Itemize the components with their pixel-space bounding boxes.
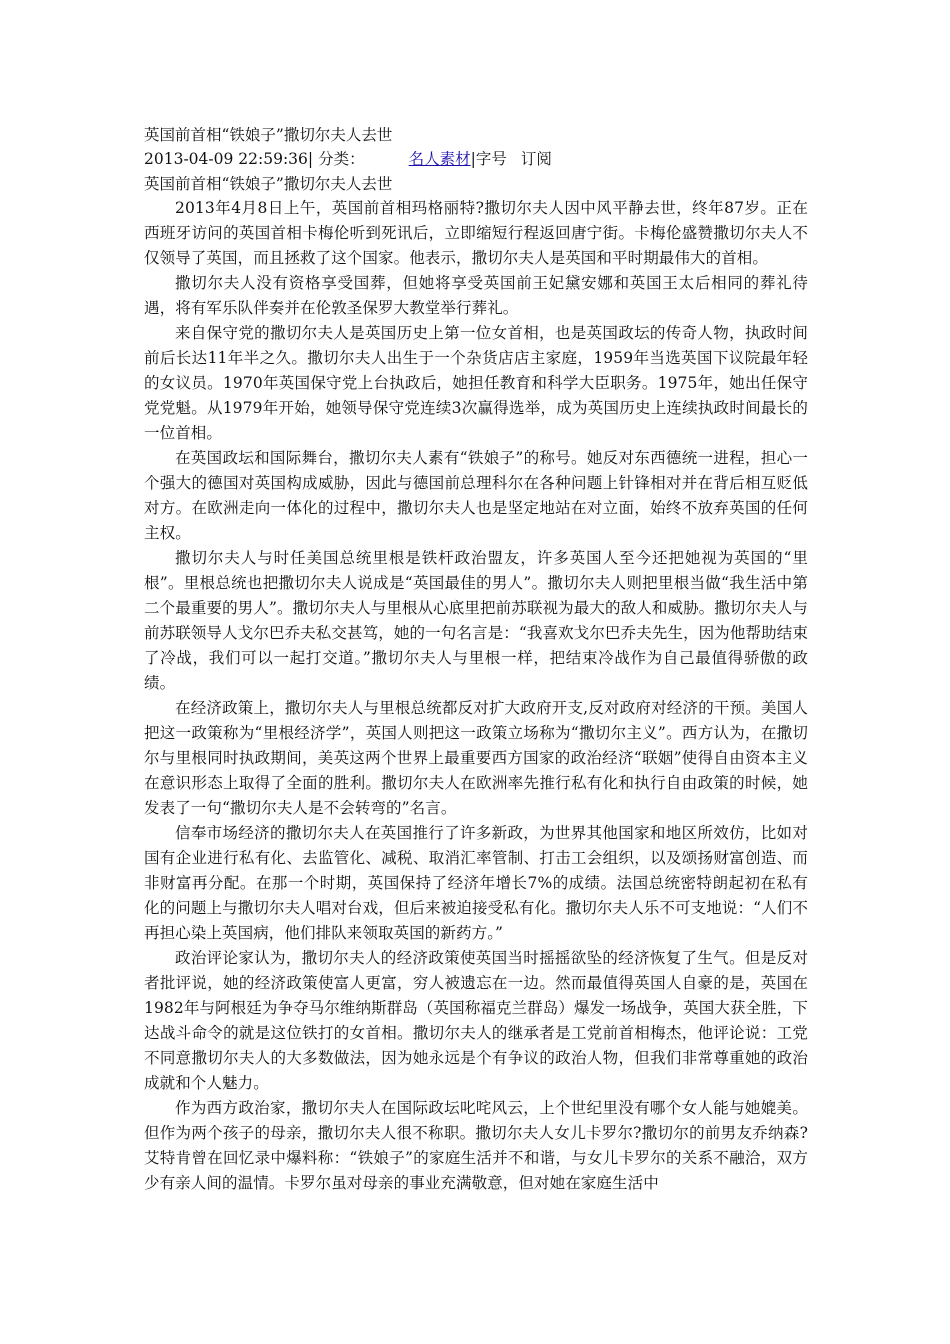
paragraph-4: 在英国政坛和国际舞台，撒切尔夫人素有“铁娘子”的称号。她反对东西德统一进程，担心一个强大的德国对英国构成威胁，因此与德国前总理科尔在各种问题上针锋相对并在背后相互贬低对方。在欧洲走向一体化的过程中，撒切尔夫人也是坚定地站在对立面，始终不放弃英国的任何主权。 — [144, 449, 808, 543]
paragraph-2: 撒切尔夫人没有资格享受国葬，但她将享受英国前王妃黛安娜和英国王太后相同的葬礼待遇，将有军乐队伴奏并在伦敦圣保罗大教堂举行葬礼。 — [144, 274, 808, 318]
paragraph-7: 信奉市场经济的撒切尔夫人在英国推行了许多新政，为世界其他国家和地区所效仿，比如对国有企业进行私有化、去监管化、减税、取消汇率管制、打击工会组织，以及颂扬财富创造、而非财富再分配。在那一个时期，英国保持了经济年增长7%的成绩。法国总统密特朗起初在私有化的问题上与撒切尔夫人唱对台戏，但后来被迫接受私有化。撒切尔夫人乐不可支地说：“人们不再担心染上英国病，他们排队来领取英国的新药方。” — [144, 824, 808, 943]
post-datetime: 2013-04-09 22:59:36| — [144, 150, 314, 169]
paragraph-5: 撒切尔夫人与时任美国总统里根是铁杆政治盟友，许多英国人至今还把她视为英国的“里根”。里根总统也把撒切尔夫人说成是“英国最佳的男人”。撒切尔夫人则把里根当做“我生活中第二个最重要的男人”。撒切尔夫人与里根从心底里把前苏联视为最大的敌人和威胁。撒切尔夫人与前苏联领导人戈尔巴乔夫私交甚笃，她的一句名言是：“我喜欢戈尔巴乔夫先生，因为他帮助结束了冷战，我们可以一起打交道。”撒切尔夫人与里根一样，把结束冷战作为自己最值得骄傲的政绩。 — [144, 549, 808, 693]
paragraph-6: 在经济政策上，撒切尔夫人与里根总统都反对扩大政府开支,反对政府对经济的干预。美国人把这一政策称为“里根经济学”，英国人则把这一政策立场称为“撒切尔主义”。西方认为，在撒切尔与里根同时执政期间，美英这两个世界上最重要西方国家的政治经济“联姻”使得自由资本主义在意识形态上取得了全面的胜利。撒切尔夫人在欧洲率先推行私有化和执行自由政策的时候，她发表了一句“撒切尔夫人是不会转弯的”名言。 — [144, 699, 808, 818]
article-subtitle: 英国前首相“铁娘子”撒切尔夫人去世 — [144, 174, 393, 193]
category-link[interactable]: 名人素材 — [408, 150, 471, 169]
category-label: 分类： — [318, 150, 365, 169]
paragraph-3: 来自保守党的撒切尔夫人是英国历史上第一位女首相，也是英国政坛的传奇人物，执政时间前后长达11年半之久。撒切尔夫人出生于一个杂货店店主家庭，1959年当选英国下议院最年轻的女议员。1970年英国保守党上台执政后，她担任教育和科学大臣职务。1975年，她出任保守党党魁。从1979年开始，她领导保守党连续3次赢得选举，成为英国历史上连续执政时间最长的一位首相。 — [144, 324, 808, 443]
subscribe-link[interactable]: 订阅 — [520, 150, 552, 169]
paragraph-8: 政治评论家认为，撒切尔夫人的经济政策使英国当时摇摇欲坠的经济恢复了生气。但是反对者批评说，她的经济政策使富人更富，穷人被遗忘在一边。然而最值得英国人自豪的是，英国在1982年与阿根廷为争夺马尔维纳斯群岛（英国称福克兰群岛）爆发一场战争，英国大获全胜，下达战斗命令的就是这位铁打的女首相。撒切尔夫人的继承者是工党前首相梅杰，他评论说：工党不同意撒切尔夫人的大多数做法，因为她永远是个有争议的政治人物，但我们非常尊重她的政治成就和个人魅力。 — [144, 949, 808, 1093]
article-meta — [144, 147, 808, 171]
font-size-link[interactable]: |字号 — [470, 150, 507, 169]
paragraph-1: 2013年4月8日上午，英国前首相玛格丽特?撒切尔夫人因中风平静去世，终年87岁。正在西班牙访问的英国首相卡梅伦听到死讯后，立即缩短行程返回唐宁街。卡梅伦盛赞撒切尔夫人不仅领导了英国，而且拯救了这个国家。他表示，撒切尔夫人是英国和平时期最伟大的首相。 — [144, 199, 808, 268]
document-page — [144, 123, 808, 1196]
paragraph-9: 作为西方政治家，撒切尔夫人在国际政坛叱咤风云，上个世纪里没有哪个女人能与她媲美。但作为两个孩子的母亲，撒切尔夫人很不称职。撒切尔夫人女儿卡罗尔?撒切尔的前男友乔纳森?艾特肯曾在回忆录中爆料称：“铁娘子”的家庭生活并不和谐，与女儿卡罗尔的关系不融洽，双方少有亲人间的温情。卡罗尔虽对母亲的事业充满敬意，但对她在家庭生活中 — [144, 1099, 808, 1193]
article-title: 英国前首相“铁娘子”撒切尔夫人去世 — [144, 126, 393, 144]
